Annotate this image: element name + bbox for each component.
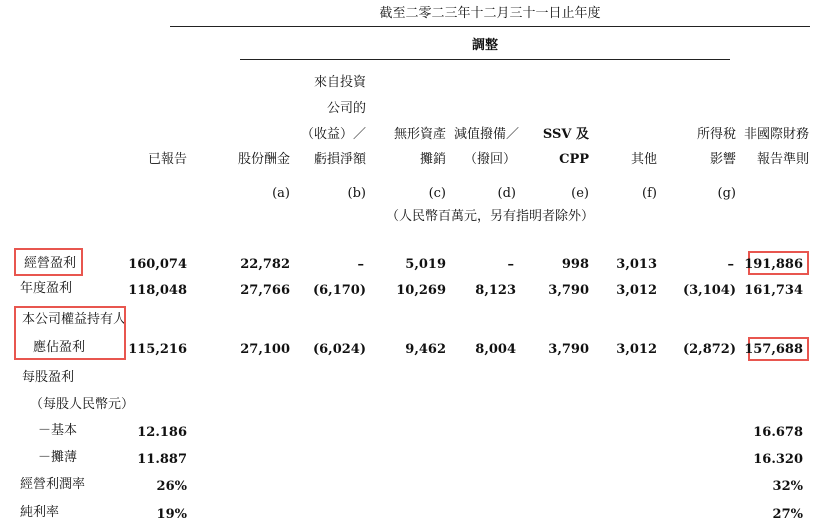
col-header-other: 其他 <box>630 152 657 167</box>
cell-attrib-d: 8,004 <box>475 342 516 357</box>
col-header-share-comp: 股份酬金 <box>237 152 290 167</box>
highlight-operating-profit-label <box>14 248 83 276</box>
row-label-operating-profit: 經營盈利 <box>24 256 77 271</box>
period-title: 截至二零二三年十二月三十一日止年度 <box>379 6 601 21</box>
cell-attrib-a: 27,100 <box>240 342 290 357</box>
cell-operating-f: 3,013 <box>616 257 657 272</box>
cell-attrib-b: (6,024) <box>312 342 366 357</box>
col-header-tax-1: 所得稅 <box>696 127 736 142</box>
cell-annual-b: (6,170) <box>312 283 366 298</box>
row-label-net-margin: 純利率 <box>20 505 60 520</box>
cell-attrib-reported: 115,216 <box>128 342 187 357</box>
cell-operating-reported: 160,074 <box>128 257 187 272</box>
row-label-attributable-profit: 應佔盈利 <box>33 340 86 355</box>
col-header-invest-2: 公司的 <box>326 101 366 116</box>
cell-operating-d: – <box>507 257 514 272</box>
cell-annual-c: 10,269 <box>396 283 446 298</box>
col-letter-c: (c) <box>428 186 446 201</box>
cell-diluted-nonifrs: 16.320 <box>753 452 803 467</box>
cell-attrib-c: 9,462 <box>405 342 446 357</box>
row-label-diluted: －攤薄 <box>38 450 78 465</box>
cell-operating-e: 998 <box>561 257 589 272</box>
cell-diluted-reported: 11.887 <box>137 452 187 467</box>
col-header-intangible-1: 無形資產 <box>393 127 446 142</box>
adjustments-rule <box>240 59 730 60</box>
col-header-intangible-2: 攤銷 <box>419 152 446 167</box>
col-header-invest-3: （收益）／ <box>300 127 366 142</box>
col-header-impair-2: （撥回） <box>463 152 516 167</box>
cell-annual-reported: 118,048 <box>128 283 187 298</box>
cell-attrib-nonifrs: 157,688 <box>744 342 803 357</box>
col-header-nonifrs-1: 非國際財務 <box>743 127 809 142</box>
col-header-invest-1: 來自投資 <box>313 75 366 90</box>
cell-netmargin-reported: 19% <box>156 507 187 522</box>
col-letter-f: (f) <box>642 186 657 201</box>
row-label-eps-unit: （每股人民幣元） <box>30 397 135 412</box>
row-label-basic: －基本 <box>38 423 78 438</box>
col-header-ssv-2: CPP <box>559 152 589 167</box>
col-letter-a: (a) <box>272 186 290 201</box>
cell-annual-f: 3,012 <box>616 283 657 298</box>
cell-opmargin-reported: 26% <box>156 479 187 494</box>
col-header-reported: 已報告 <box>147 152 187 167</box>
cell-netmargin-nonifrs: 27% <box>772 507 803 522</box>
row-label-annual-profit: 年度盈利 <box>20 281 73 296</box>
col-letter-e: (e) <box>571 186 589 201</box>
title-rule <box>170 26 810 27</box>
highlight-attributable-profit-label <box>14 306 126 360</box>
cell-attrib-g: (2,872) <box>682 342 736 357</box>
cell-operating-c: 5,019 <box>405 257 446 272</box>
col-letter-b: (b) <box>347 186 366 201</box>
row-label-eps: 每股盈利 <box>22 370 75 385</box>
cell-annual-d: 8,123 <box>475 283 516 298</box>
col-header-tax-2: 影響 <box>709 152 736 167</box>
cell-operating-g: – <box>727 257 734 272</box>
cell-opmargin-nonifrs: 32% <box>772 479 803 494</box>
col-header-impair-1: 減值撥備／ <box>453 127 519 142</box>
col-header-ssv-1: SSV 及 <box>542 127 589 142</box>
cell-annual-a: 27,766 <box>240 283 290 298</box>
cell-annual-g: (3,104) <box>682 283 736 298</box>
cell-operating-nonifrs: 191,886 <box>744 257 803 272</box>
row-label-equity-holders: 本公司權益持有人 <box>22 312 127 327</box>
cell-annual-e: 3,790 <box>548 283 589 298</box>
cell-basic-nonifrs: 16.678 <box>753 425 803 440</box>
col-header-invest-4: 虧損淨額 <box>313 152 366 167</box>
unit-note: （人民幣百萬元，另有指明者除外） <box>385 209 594 224</box>
cell-operating-b: – <box>357 257 364 272</box>
adjustments-header: 調整 <box>471 38 498 53</box>
row-label-operating-margin: 經營利潤率 <box>20 477 86 492</box>
col-letter-g: (g) <box>717 186 736 201</box>
col-letter-d: (d) <box>497 186 516 201</box>
cell-operating-a: 22,782 <box>240 257 290 272</box>
cell-annual-nonifrs: 161,734 <box>744 283 803 298</box>
col-header-nonifrs-2: 報告準則 <box>756 152 809 167</box>
cell-attrib-f: 3,012 <box>616 342 657 357</box>
cell-attrib-e: 3,790 <box>548 342 589 357</box>
cell-basic-reported: 12.186 <box>137 425 187 440</box>
